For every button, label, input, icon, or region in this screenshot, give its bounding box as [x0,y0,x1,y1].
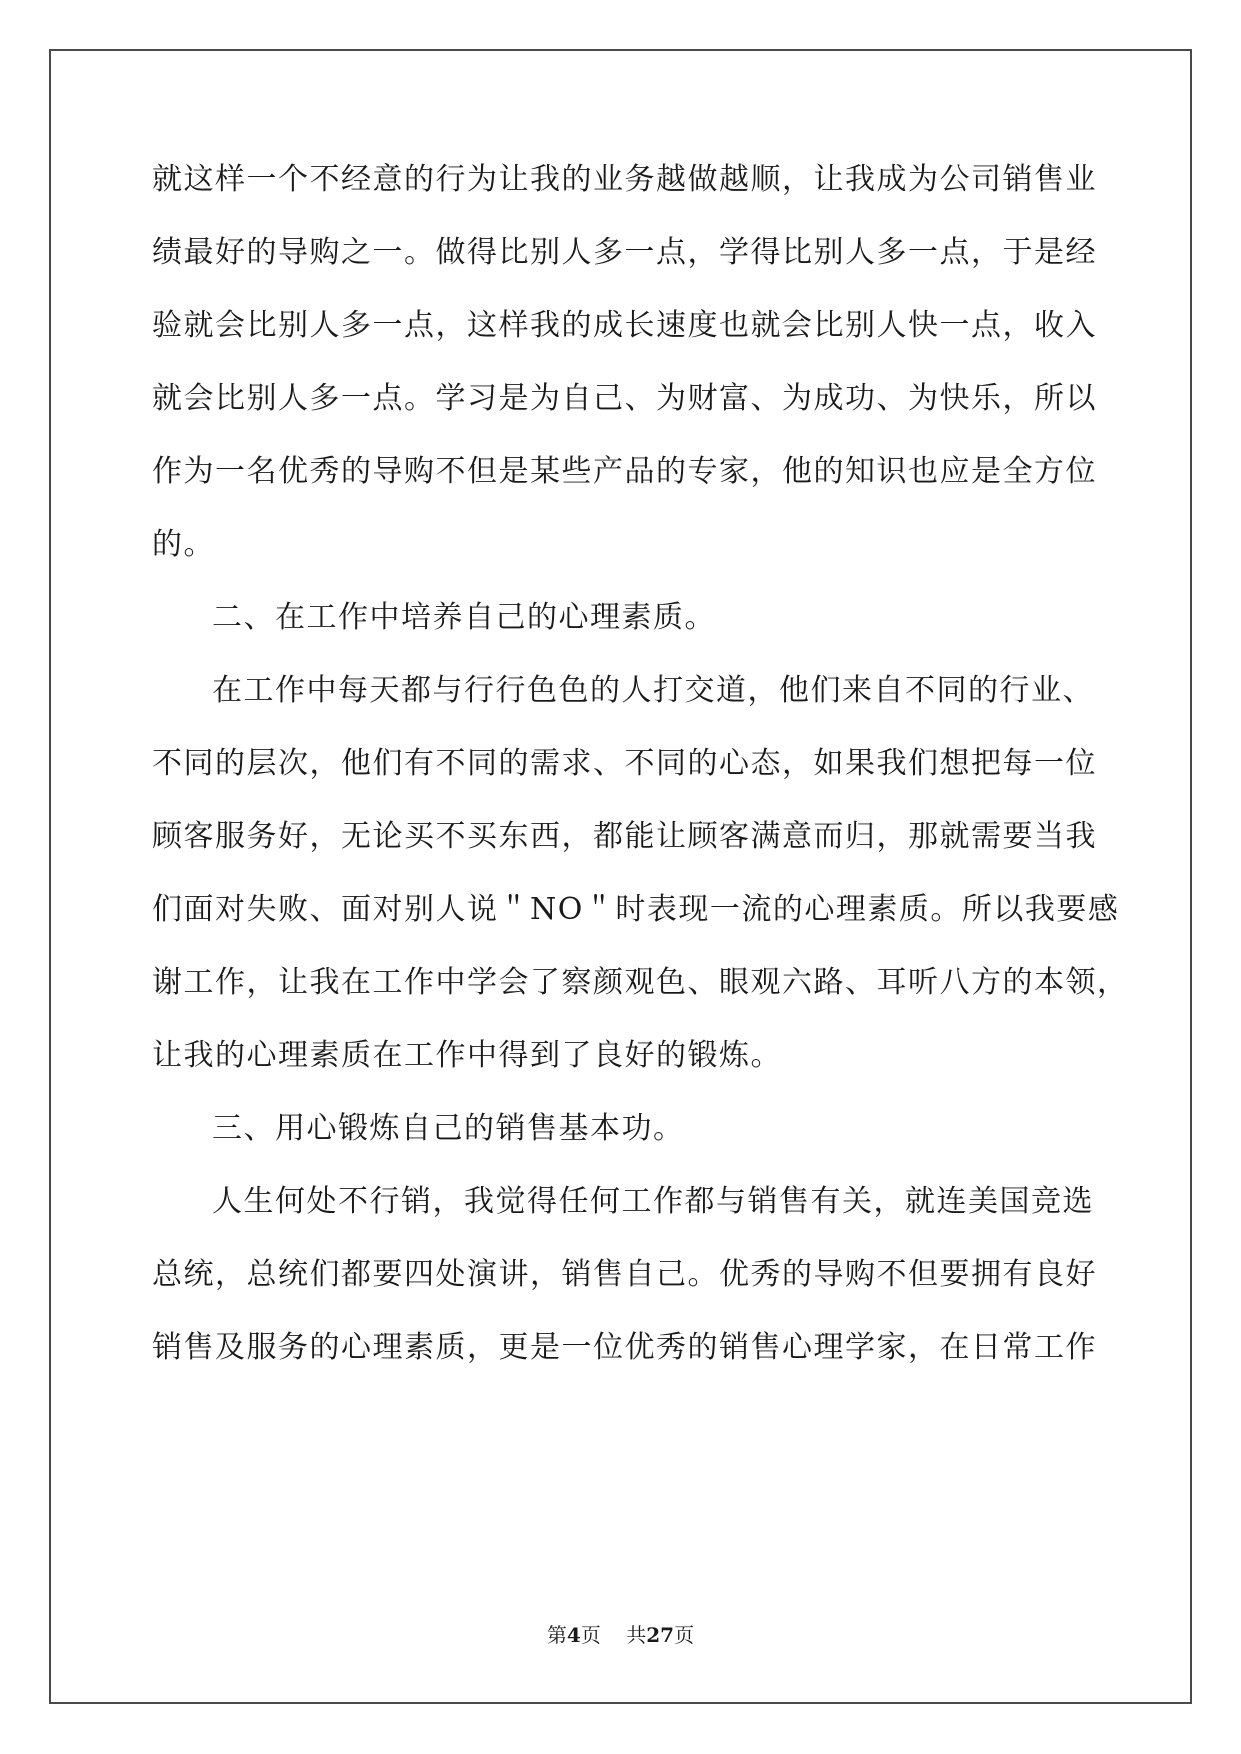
page-label-prefix: 第 [546,1623,567,1647]
text-line: 验就会比别人多一点，这样我的成长速度也就会比别人快一点，收入 [152,308,1097,343]
text-line: 绩最好的导购之一。做得比别人多一点，学得比别人多一点，于是经 [152,235,1097,270]
text-line: 在工作中每天都与行行色色的人打交道，他们来自不同的行业、 [212,673,1094,708]
text-line: 就这样一个不经意的行为让我的业务越做越顺，让我成为公司销售业 [152,162,1097,197]
text-line: 们面对失败、面对别人说＂NO＂时表现一流的心理素质。所以我要感 [152,892,1120,927]
text-line: 就会比别人多一点。学习是为自己、为财富、为成功、为快乐，所以 [152,381,1097,416]
text-line: 谢工作，让我在工作中学会了察颜观色、眼观六路、耳听八方的本领， [152,965,1129,1000]
text-line: 人生何处不行销，我觉得任何工作都与销售有关，就连美国竞选 [212,1184,1094,1219]
total-label-prefix: 共 [626,1623,647,1647]
page-label-suffix: 页 [580,1623,601,1647]
section-heading: 二、在工作中培养自己的心理素质。 [212,600,716,635]
text-line: 的。 [152,527,215,562]
text-line: 总统，总统们都要四处演讲，销售自己。优秀的导购不但要拥有良好 [152,1257,1097,1292]
text-line: 销售及服务的心理素质，更是一位优秀的销售心理学家，在日常工作 [152,1330,1097,1365]
section-heading: 三、用心锻炼自己的销售基本功。 [212,1111,685,1146]
page-number: 4 [566,1623,581,1647]
total-label-suffix: 页 [674,1623,695,1647]
text-line: 让我的心理素质在工作中得到了良好的锻炼。 [152,1038,782,1073]
text-line: 作为一名优秀的导购不但是某些产品的专家，他的知识也应是全方位 [152,454,1097,489]
page-footer [0,1622,1241,1648]
page-border [49,49,1192,1704]
text-line: 不同的层次，他们有不同的需求、不同的心态，如果我们想把每一位 [152,746,1097,781]
total-pages: 27 [646,1623,675,1647]
text-line: 顾客服务好，无论买不买东西，都能让顾客满意而归，那就需要当我 [152,819,1097,854]
